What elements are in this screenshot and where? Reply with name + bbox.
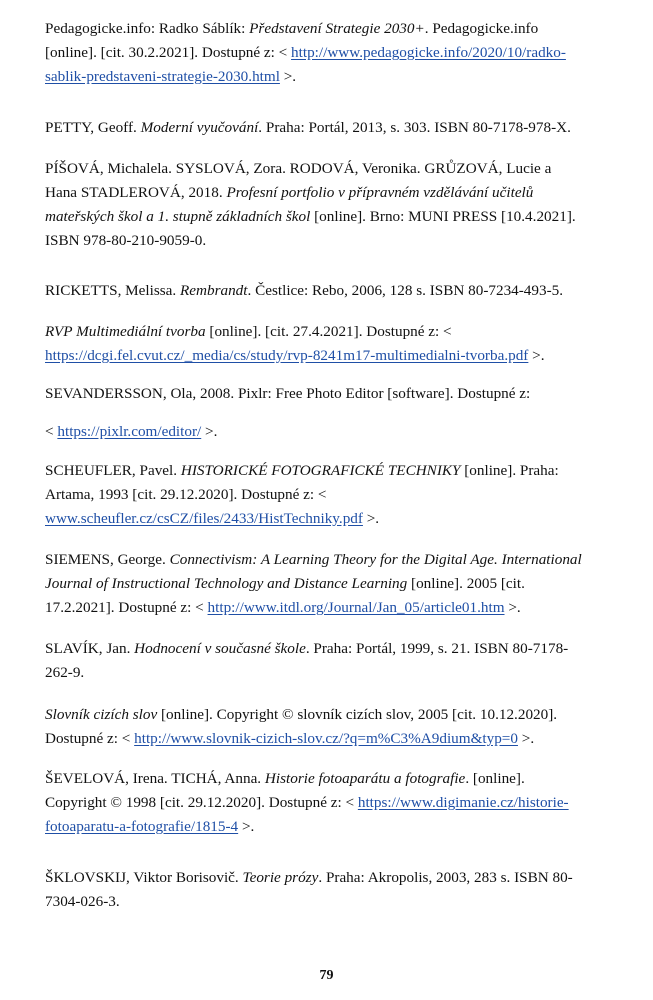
reference-line: SCHEUFLER, Pavel. HISTORICKÉ FOTOGRAFICKÉ TECHNIKY [online]. Praha: [45, 462, 559, 479]
reference-line: SEVANDERSSON, Ola, 2008. Pixlr: Free Photo Editor [software]. Dostupné z: [45, 385, 531, 402]
reference-line: Slovník cizích slov [online]. Copyright © slovník cizích slov, 2005 [cit. 10.12.2020]. [45, 706, 558, 723]
reference-title: Slovník cizích slov [45, 706, 158, 723]
reference-line: 262-9. [45, 664, 85, 681]
reference-link[interactable]: https://dcgi.fel.cvut.cz/_media/cs/study/rvp-8241m17-multimedialni-tvorba.pdf [45, 347, 529, 364]
page-number: 79 [319, 968, 334, 983]
reference-link[interactable]: http://www.pedagogicke.info/2020/10/radko- [291, 44, 566, 61]
reference-line: ŠEVELOVÁ, Irena. TICHÁ, Anna. Historie fotoaparátu a fotografie. [online]. [45, 770, 525, 787]
reference-title: HISTORICKÉ FOTOGRAFICKÉ TECHNIKY [180, 462, 461, 479]
reference-line: PETTY, Geoff. Moderní vyučování. Praha: Portál, 2013, s. 303. ISBN 80-7178-978-X. [45, 119, 571, 136]
reference-line: fotoaparatu-a-fotografie/1815-4 >. [45, 818, 255, 835]
reference-title: Hodnocení v současné škole [134, 640, 306, 657]
reference-title: mateřských škol a 1. stupně základních škol [45, 208, 311, 225]
reference-link[interactable]: http://www.itdl.org/Journal/Jan_05/article01.htm [207, 599, 505, 616]
reference-link[interactable]: http://www.slovnik-cizich-slov.cz/?q=m%C3%A9dium&typ=0 [134, 730, 518, 747]
reference-line: PÍŠOVÁ, Michalela. SYSLOVÁ, Zora. RODOVÁ, Veronika. GRŮZOVÁ, Lucie a [45, 160, 552, 177]
reference-line: Copyright © 1998 [cit. 29.12.2020]. Dostupné z: < https://www.digimanie.cz/historie- [45, 794, 569, 811]
reference-link[interactable]: https://pixlr.com/editor/ [57, 423, 202, 440]
reference-line: Artama, 1993 [cit. 29.12.2020]. Dostupné z: < [45, 486, 327, 503]
reference-line: mateřských škol a 1. stupně základních škol [online]. Brno: MUNI PRESS [10.4.2021]. [45, 208, 576, 225]
reference-title: Profesní portfolio v přípravném vzdělávání učitelů [226, 184, 534, 201]
reference-line: Pedagogicke.info: Radko Sáblík: Představení Strategie 2030+. Pedagogicke.info [45, 20, 539, 37]
reference-line: sablik-predstaveni-strategie-2030.html >. [45, 68, 297, 85]
reference-title: RVP Multimediální tvorba [45, 323, 206, 340]
reference-line: Journal of Instructional Technology and Distance Learning [online]. 2005 [cit. [45, 575, 525, 592]
reference-title: Historie fotoaparátu a fotografie [264, 770, 466, 787]
reference-line: 17.2.2021]. Dostupné z: < http://www.itdl.org/Journal/Jan_05/article01.htm >. [45, 599, 521, 616]
reference-link[interactable]: https://www.digimanie.cz/historie- [357, 794, 569, 811]
reference-line: RICKETTS, Melissa. Rembrandt. Čestlice: Rebo, 2006, 128 s. ISBN 80-7234-493-5. [45, 282, 564, 299]
reference-line: www.scheufler.cz/csCZ/files/2433/HistTechniky.pdf >. [45, 510, 380, 527]
reference-line: RVP Multimediální tvorba [online]. [cit. 27.4.2021]. Dostupné z: < [45, 323, 452, 340]
reference-title: Moderní vyučování [140, 119, 259, 136]
reference-line: [online]. [cit. 30.2.2021]. Dostupné z: < http://www.pedagogicke.info/2020/10/radko- [45, 44, 566, 61]
reference-link[interactable]: sablik-predstaveni-strategie-2030.html [45, 68, 280, 85]
reference-title: Connectivism: A Learning Theory for the Digital Age. International [169, 551, 582, 568]
reference-title: Journal of Instructional Technology and Distance Learning [45, 575, 408, 592]
reference-title: Teorie prózy [242, 869, 319, 886]
reference-link[interactable]: www.scheufler.cz/csCZ/files/2433/HistTechniky.pdf [45, 510, 363, 527]
reference-line: https://dcgi.fel.cvut.cz/_media/cs/study/rvp-8241m17-multimedialni-tvorba.pdf >. [45, 347, 545, 364]
reference-line: ŠKLOVSKIJ, Viktor Borisovič. Teorie prózy. Praha: Akropolis, 2003, 283 s. ISBN 80- [45, 869, 573, 886]
reference-title: Představení Strategie 2030+ [249, 20, 425, 37]
reference-line: SIEMENS, George. Connectivism: A Learning Theory for the Digital Age. International [45, 551, 582, 568]
reference-line: ISBN 978-80-210-9059-0. [45, 232, 207, 249]
reference-line: Hana STADLEROVÁ, 2018. Profesní portfolio v přípravném vzdělávání učitelů [45, 184, 534, 201]
reference-line: Dostupné z: < http://www.slovnik-cizich-slov.cz/?q=m%C3%A9dium&typ=0 >. [45, 730, 535, 747]
reference-title: Rembrandt [180, 282, 248, 299]
reference-line: 7304-026-3. [45, 893, 120, 910]
reference-line: SLAVÍK, Jan. Hodnocení v současné škole. Praha: Portál, 1999, s. 21. ISBN 80-7178- [45, 640, 569, 657]
reference-line: < https://pixlr.com/editor/ >. [45, 423, 218, 440]
reference-link[interactable]: fotoaparatu-a-fotografie/1815-4 [45, 818, 239, 835]
